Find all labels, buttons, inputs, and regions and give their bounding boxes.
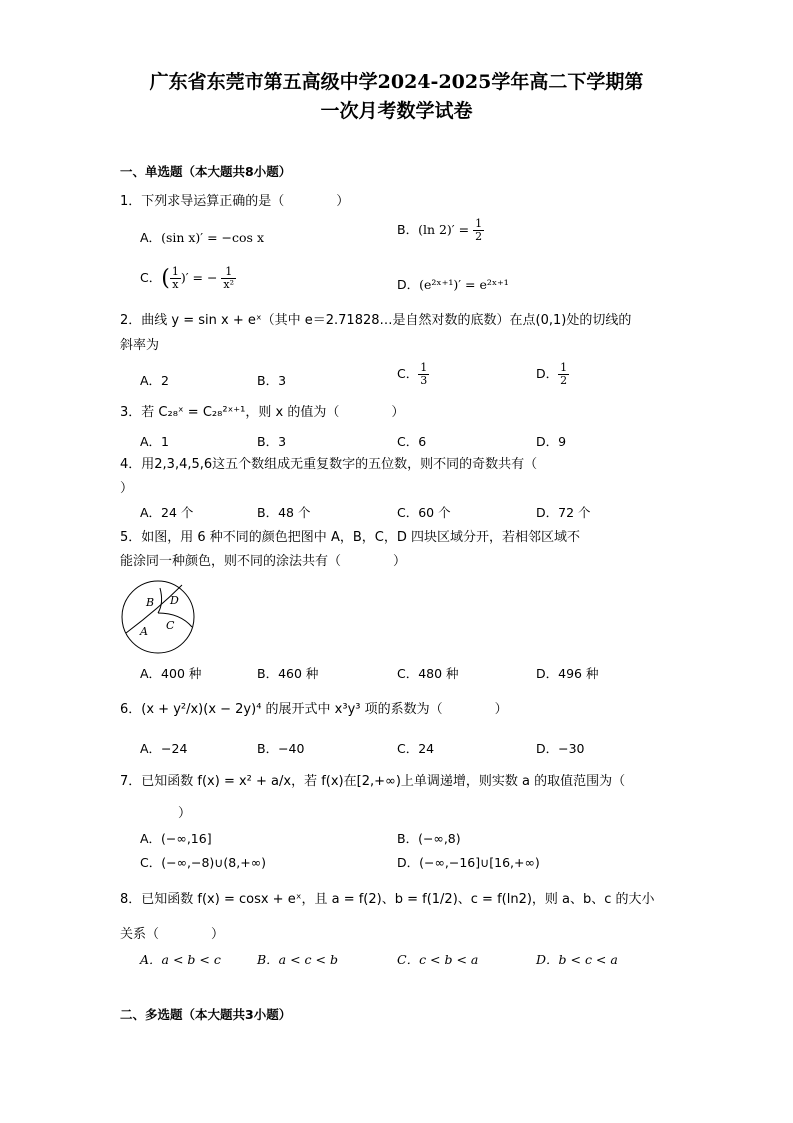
q3-option-d: D．9 <box>536 434 567 449</box>
q1-c-lhs-den: x <box>172 278 179 291</box>
question-7-stem-line2: ） <box>178 806 192 821</box>
q8-option-a: A．a < b < c <box>140 952 221 967</box>
q1-c-rhs-den: x² <box>223 278 235 291</box>
question-2-stem-line1: 2．曲线 y = sin x + eˣ（其中 e＝2.71828…是自然对数的底数）在点(0,1)处的切线的 <box>120 313 632 328</box>
q1-c-lhs-fraction <box>170 266 181 291</box>
question-4-stem-line1: 4．用2,3,4,5,6这五个数组成无重复数字的五位数，则不同的奇数共有（ <box>120 457 538 472</box>
q7-option-b: B．(−∞,8) <box>397 831 461 846</box>
q2-option-d <box>536 362 569 387</box>
q4-option-a: A．24 个 <box>140 505 194 520</box>
q2-c-den: 3 <box>420 374 428 387</box>
section-heading-single-choice: 一、单选题（本大题共8小题） <box>120 164 292 179</box>
q8-option-c: C．c < b < a <box>397 952 479 967</box>
figure-label-c: C <box>166 619 175 632</box>
question-5-stem-line1: 5．如图，用 6 种不同的颜色把图中 A，B，C，D 四块区域分开，若相邻区域不 <box>120 530 580 545</box>
q1-option-c-label: C． <box>140 270 162 285</box>
section-heading-multiple-choice: 二、多选题（本大题共3小题） <box>120 1007 292 1022</box>
q3-option-b: B．3 <box>257 434 287 449</box>
q4-option-c: C．60 个 <box>397 505 451 520</box>
region-circle-figure <box>120 575 200 657</box>
q2-option-c <box>397 362 429 387</box>
q7-option-d: D．(−∞,−16]∪[16,+∞) <box>397 855 540 870</box>
q1-b-numerator: 1 <box>475 217 483 230</box>
q7-option-a: A．(−∞,16] <box>140 831 212 846</box>
q2-c-num: 1 <box>420 361 428 374</box>
figure-label-a: A <box>140 625 148 638</box>
q6-option-c: C．24 <box>397 741 435 756</box>
question-8-stem-line2: 关系（ ） <box>120 927 225 942</box>
q1-option-d-label: D． <box>397 277 420 292</box>
q2-d-den: 2 <box>560 374 568 387</box>
q6-option-a: A．−24 <box>140 741 188 756</box>
q1-option-d <box>397 275 509 293</box>
figure-label-b: B <box>146 596 155 609</box>
q1-option-b-lhs: (ln 2)′ = <box>418 222 470 237</box>
q4-option-d: D．72 个 <box>536 505 591 520</box>
question-3-stem: 3．若 C₂₈ˣ = C₂₈²ˣ⁺¹，则 x 的值为（ ） <box>120 405 405 420</box>
figure-outer-circle <box>122 581 194 653</box>
question-5-stem-line2: 能涂同一种颜色，则不同的涂法共有（ ） <box>120 554 407 569</box>
q4-option-b: B．48 个 <box>257 505 311 520</box>
q1-option-a <box>140 228 264 246</box>
q6-option-d: D．−30 <box>536 741 585 756</box>
q5-option-b: B．460 种 <box>257 666 319 681</box>
exam-title-line1: 广东省东莞市第五高级中学2024-2025学年高二下学期第 <box>149 71 644 93</box>
q7-option-c: C．(−∞,−8)∪(8,+∞) <box>140 855 266 870</box>
exam-title-line2: 一次月考数学试卷 <box>320 100 473 122</box>
q1-option-c: C．( $\frac{1}{x}$ )′ = − $\frac{1}{\text{x²}}$ <box>140 265 235 291</box>
q1-option-b-label: B． <box>397 222 419 237</box>
q1-c-rhs-num: 1 <box>221 266 236 279</box>
q2-d-fraction <box>558 362 569 387</box>
question-4-stem-line2: ） <box>120 481 134 496</box>
q8-option-b: B．a < c < b <box>257 952 338 967</box>
q1-b-denominator: 2 <box>475 230 483 243</box>
question-2-stem-line2: 斜率为 <box>120 338 160 353</box>
figure-arc-dc <box>158 613 192 627</box>
q3-option-c: C．6 <box>397 434 427 449</box>
q5-option-d: D．496 种 <box>536 666 599 681</box>
q1-option-a-expr: (sin x)′ = −cos x <box>161 230 264 245</box>
q1-option-b-fraction <box>473 218 484 243</box>
q2-option-c-label: C． <box>397 366 419 381</box>
q1-option-b <box>397 218 484 243</box>
q2-c-fraction <box>418 362 429 387</box>
question-8-stem-line1: 8．已知函数 f(x) = cosx + eˣ，且 a = f(2)、b = f(1/2)、c = f(ln2)，则 a、b、c 的大小 <box>120 892 655 907</box>
q6-option-b: B．−40 <box>257 741 305 756</box>
q2-option-b: B．3 <box>257 373 287 388</box>
q1-c-mid: )′ = − <box>180 270 218 285</box>
q5-option-c: C．480 种 <box>397 666 459 681</box>
q5-option-a: A．400 种 <box>140 666 202 681</box>
q2-d-num: 1 <box>560 361 568 374</box>
q1-c-rhs-fraction <box>221 266 236 291</box>
figure-arc-bd <box>158 588 162 613</box>
q2-option-a: A．2 <box>140 373 170 388</box>
q1-option-a-label: A． <box>140 230 162 245</box>
q3-option-a: A．1 <box>140 434 170 449</box>
figure-label-d: D <box>170 594 179 607</box>
q2-option-d-label: D． <box>536 366 559 381</box>
q1-option-d-expr: (e²ˣ⁺¹)′ = e²ˣ⁺¹ <box>419 277 509 292</box>
q8-option-d: D．b < c < a <box>536 952 618 967</box>
q1-c-lhs-num: 1 <box>171 265 179 278</box>
question-7-stem-line1: 7．已知函数 f(x) = x² + a/x，若 f(x)在[2,+∞)上单调递增，则实数 a 的取值范围为（ <box>120 774 626 789</box>
question-1-stem: 1．下列求导运算正确的是（ ） <box>120 194 350 209</box>
question-6-stem: 6．(x + y²/x)(x − 2y)⁴ 的展开式中 x³y³ 项的系数为（ ） <box>120 702 508 717</box>
